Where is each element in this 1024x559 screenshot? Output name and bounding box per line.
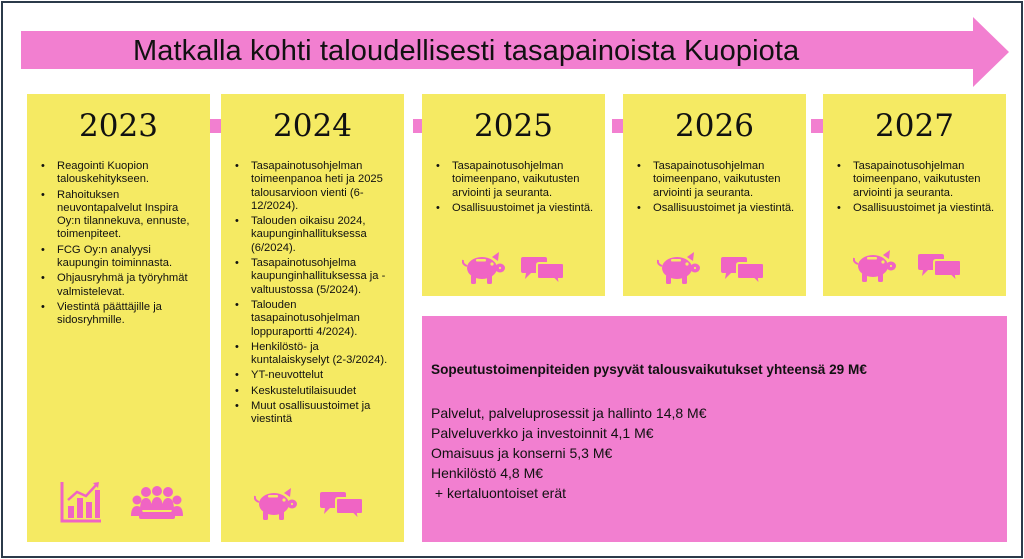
year-label: 2027 [875,108,954,144]
year-label: 2023 [79,108,158,144]
list-item: • Tasapainotusohjelman toimeenpano, vaikutusten arviointi ja seuranta. [834,160,1000,200]
column-item-list [433,160,599,217]
group-meeting-icon [131,486,183,524]
column-2025 [422,94,605,296]
list-item: • Osallisuustoimet ja viestintä. [433,202,599,215]
chat-bubbles-icon [521,257,565,287]
chat-bubbles-icon [320,492,364,522]
list-item: • Keskustelutilaisuudet [232,385,398,398]
list-item: • Osallisuustoimet ja viestintä. [834,202,1000,215]
list-item: • YT-neuvottelut [232,369,398,382]
title-banner-arrow [21,17,1009,87]
list-item: • Muut osallisuustoimet ja viestintä [232,400,398,427]
list-item: • Tasapainotusohjelman toimeenpano, vaikutusten arviointi ja seuranta. [433,160,599,200]
chat-bubbles-icon [918,254,962,284]
column-item-list [38,160,204,330]
piggy-bank-icon [853,249,897,285]
list-item: Henkilöstö 4,8 M€ [431,465,544,481]
column-2023 [27,94,210,542]
page-title: Matkalla kohti taloudellisesti tasapainoista Kuopiota [133,35,800,67]
column-2026 [623,94,806,296]
year-label: 2024 [273,108,352,144]
list-item: + kertaluontoiset erät [431,485,567,501]
column-item-list [232,160,398,429]
list-item: Palvelut, palveluprosessit ja hallinto 14,8 M€ [431,405,707,421]
year-label: 2025 [474,108,553,144]
list-item: • Ohjausryhmä ja työryhmät valmistelevat. [38,272,204,299]
column-item-list [634,160,800,217]
list-item: • Talouden oikaisu 2024, kaupunginhallituksessa (6/2024). [232,215,398,255]
list-item: • Tasapainotusohjelman toimeenpanoa heti ja 2025 talousarvioon vienti (6-12/2024). [232,160,398,213]
list-item: • Reagointi Kuopion talouskehitykseen. [38,160,204,187]
piggy-bank-icon [254,487,298,523]
list-item: • Viestintä päättäjille ja sidosryhmille. [38,301,204,328]
bar-chart-icon [59,480,103,524]
list-item: • Tasapainotusohjelma kaupunginhallituksessa ja -valtuustossa (5/2024). [232,257,398,297]
column-2027 [823,94,1006,296]
list-item: • Osallisuustoimet ja viestintä. [634,202,800,215]
list-item: • FCG Oy:n analyysi kaupungin toiminnasta. [38,244,204,271]
chat-bubbles-icon [721,257,765,287]
list-item: • Henkilöstö- ja kuntalaiskyselyt (2-3/2024). [232,341,398,368]
list-item: • Talouden tasapainotusohjelman loppuraportti 4/2024). [232,299,398,339]
summary-box [422,316,1007,542]
piggy-bank-icon [462,251,506,287]
list-item: Palveluverkko ja investoinnit 4,1 M€ [431,425,654,441]
summary-list [431,403,707,503]
list-item: Omaisuus ja konserni 5,3 M€ [431,445,613,461]
column-item-list [834,160,1000,217]
piggy-bank-icon [657,251,701,287]
summary-title: Sopeutustoimenpiteiden pysyvät talousvaikutukset yhteensä 29 M€ [431,362,867,377]
year-label: 2026 [675,108,754,144]
list-item: • Tasapainotusohjelman toimeenpano, vaikutusten arviointi ja seuranta. [634,160,800,200]
column-2024 [221,94,404,542]
diagram-frame [1,1,1023,558]
list-item: • Rahoituksen neuvontapalvelut Inspira Oy:n tilannekuva, ennuste, toimenpiteet. [38,189,204,242]
